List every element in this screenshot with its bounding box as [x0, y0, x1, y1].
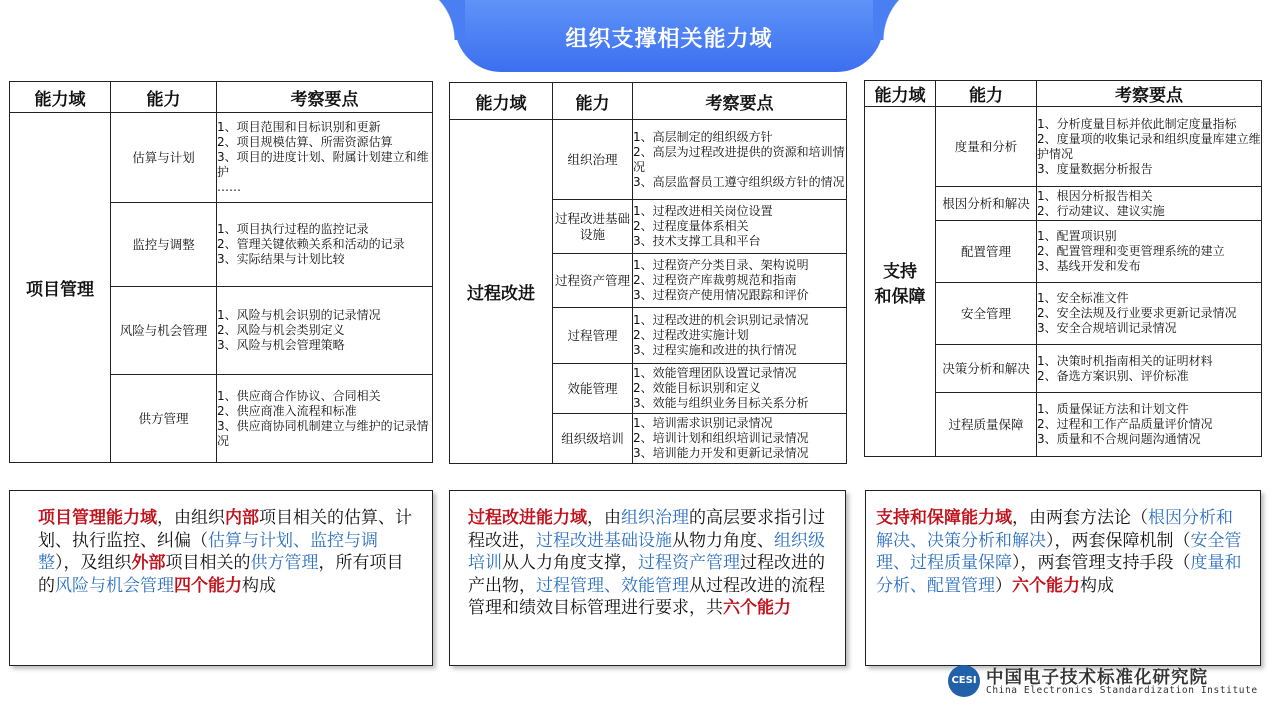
summary-link-text: 组织级培训	[468, 530, 825, 573]
point-item: 1、配置项识别	[1037, 229, 1117, 243]
points-cell	[217, 287, 433, 375]
point-item: 1、风险与机会识别的记录情况	[217, 308, 381, 322]
point-item: 3、供应商协同机制建立与维护的记录情况	[217, 418, 429, 448]
summary-highlight: 四个能力	[174, 575, 242, 596]
point-item: 2、风险与机会类别定义	[217, 323, 345, 337]
summary-text: 过程改进的产出物，	[468, 553, 825, 596]
point-item: 1、质量保证方法和计划文件	[1037, 402, 1189, 416]
point-item: 2、培训计划和组织培训记录情况	[633, 431, 809, 445]
summary-link-text: 估算与计划、监控与调整	[38, 530, 378, 573]
point-item: 3、项目的进度计划、附属计划建立和维护	[217, 150, 429, 179]
domain-cell: 过程改进	[450, 120, 553, 464]
header-points: 考察要点	[1037, 81, 1262, 107]
points-cell	[633, 364, 847, 414]
header-domain: 能力域	[865, 81, 936, 107]
capability-cell: 风险与机会管理	[111, 287, 217, 375]
summary-text: 构成	[1080, 575, 1114, 596]
summary-text: 从物力角度、	[672, 530, 774, 551]
summary-text: 的高层要求指引过程改进，	[468, 508, 825, 551]
capability-cell: 过程改进基础设施	[553, 200, 633, 254]
capability-cell: 供方管理	[111, 375, 217, 463]
header-capability: 能力	[111, 82, 217, 113]
summary-link-text: 组织治理	[621, 508, 689, 528]
summary-link-text: 过程改进基础设施	[536, 530, 672, 551]
summary-text: 从人力角度支撑，	[502, 553, 638, 573]
summary-text: 从过程改进的流程管理和绩效目标管理进行要求，共	[468, 575, 825, 618]
domain-line: 和保障	[874, 286, 926, 307]
support-assurance-table	[864, 80, 1262, 457]
point-item: 1、过程改进的机会识别记录情况	[633, 313, 809, 327]
point-item: 2、备选方案识别、评价标准	[1037, 368, 1189, 383]
point-item: 2、效能目标识别和定义	[633, 381, 761, 395]
summary-text: ），两套保障机制（	[1046, 530, 1191, 551]
point-item: 1、决策时机指南相关的证明材料	[1037, 353, 1213, 368]
header-domain: 能力域	[10, 82, 111, 113]
summary-highlight: 六个能力	[1012, 575, 1080, 596]
points-cell	[633, 414, 847, 464]
point-item: 3、过程实施和改进的执行情况	[633, 343, 797, 357]
point-item: 2、供应商准入流程和标准	[217, 403, 357, 418]
summary-link-text: 度量和分析、配置管理	[876, 553, 1242, 596]
capability-cell: 效能管理	[553, 364, 633, 414]
point-item: 1、分析度量目标并依此制定度量指标	[1037, 116, 1237, 131]
summary-link-text: 过程管理、效能管理	[536, 575, 689, 596]
point-item: 1、供应商合作协议、合同相关	[217, 388, 381, 403]
point-item: 2、过程资产库裁剪规范和指南	[633, 273, 797, 287]
capability-cell: 过程质量保障	[936, 393, 1037, 457]
capability-cell: 组织治理	[553, 120, 633, 200]
point-item: 2、项目规模估算、所需资源估算	[217, 135, 393, 149]
summary-text: ）	[995, 575, 1012, 596]
point-item: 1、过程资产分类目录、架构说明	[633, 258, 809, 272]
point-item: 1、根因分析报告相关	[1037, 188, 1153, 203]
point-item: 2、行动建议、建议实施	[1037, 203, 1165, 218]
header-capability: 能力	[553, 83, 633, 120]
point-item: 3、基线开发和发布	[1037, 259, 1141, 273]
point-item: 2、管理关键依赖关系和活动的记录	[217, 237, 405, 251]
project-management-table	[9, 81, 433, 463]
summary-text: 项目相关的估算、计划、执行监控、纠偏（	[38, 508, 412, 551]
points-cell	[1037, 187, 1262, 221]
capability-cell: 监控与调整	[111, 203, 217, 287]
summary-highlight: 过程改进能力域	[468, 508, 587, 528]
points-cell	[633, 120, 847, 200]
summary-highlight: 外部	[131, 553, 166, 573]
point-item: 3、高层监督员工遵守组织级方针的情况	[633, 174, 845, 189]
summary-link-text: 风险与机会管理	[55, 575, 174, 596]
logo-english-name: China Electronics Standardization Institute	[986, 685, 1258, 696]
capability-cell: 过程资产管理	[553, 254, 633, 308]
points-cell	[633, 254, 847, 308]
capability-cell: 估算与计划	[111, 113, 217, 203]
points-cell	[217, 113, 433, 203]
points-cell	[1037, 345, 1262, 393]
points-cell	[633, 308, 847, 364]
point-item: 3、风险与机会管理策略	[217, 338, 345, 352]
point-item: 3、实际结果与计划比较	[217, 252, 345, 266]
point-item: 2、安全法规及行业要求更新记录情况	[1037, 306, 1237, 320]
header-domain: 能力域	[450, 83, 553, 120]
point-item: ……	[217, 180, 241, 194]
capability-cell: 度量和分析	[936, 107, 1037, 187]
points-cell	[1037, 221, 1262, 283]
capability-cell: 配置管理	[936, 221, 1037, 283]
summary-text: 项目相关的	[165, 553, 251, 573]
point-item: 3、度量数据分析报告	[1037, 161, 1153, 176]
points-cell	[633, 200, 847, 254]
summary-process-improvement	[449, 490, 846, 666]
summary-link-text: 供方管理	[250, 553, 319, 573]
point-item: 1、培训需求识别记录情况	[633, 416, 773, 430]
point-item: 1、安全标准文件	[1037, 291, 1129, 305]
summary-text: ），两套管理支持手段（	[1012, 553, 1191, 573]
capability-cell: 安全管理	[936, 283, 1037, 345]
summary-text: ，由	[587, 508, 621, 528]
domain-line: 支持	[883, 261, 917, 282]
point-item: 1、高层制定的组织级方针	[633, 129, 773, 144]
point-item: 1、过程改进相关岗位设置	[633, 204, 773, 218]
point-item: 2、度量项的收集记录和组织度量库建立维护情况	[1037, 131, 1261, 161]
point-item: 3、安全合规培训记录情况	[1037, 321, 1177, 335]
points-cell	[217, 375, 433, 463]
point-item: 3、技术支撑工具和平台	[633, 234, 761, 248]
points-cell	[1037, 393, 1262, 457]
point-item: 2、高层为过程改进提供的资源和培训情况	[633, 144, 845, 174]
summary-highlight: 支持和保障能力域	[876, 508, 1012, 528]
capability-cell: 决策分析和解决	[936, 345, 1037, 393]
summary-project-management	[9, 490, 433, 666]
process-improvement-table	[449, 82, 847, 464]
points-cell	[1037, 107, 1262, 187]
header-points: 考察要点	[217, 82, 433, 113]
summary-highlight: 六个能力	[723, 598, 791, 618]
summary-text: ），及组织	[55, 553, 132, 573]
point-item: 1、项目范围和目标识别和更新	[217, 120, 381, 134]
cesi-logo-icon: CESI	[948, 665, 980, 697]
point-item: 2、过程度量体系相关	[633, 219, 749, 233]
summary-text: ，由组织	[157, 508, 225, 528]
summary-link-text: 安全管理、过程质量保障	[876, 530, 1242, 573]
summary-link-text: 根因分析和解决、决策分析和解决	[876, 508, 1233, 551]
summary-support-assurance	[865, 490, 1261, 666]
cesi-logo	[948, 663, 1258, 703]
point-item: 1、效能管理团队设置记录情况	[633, 366, 797, 380]
point-item: 3、过程资产使用情况跟踪和评价	[633, 288, 809, 302]
summary-text: 构成	[242, 575, 276, 596]
capability-cell: 组织级培训	[553, 414, 633, 464]
point-item: 1、项目执行过程的监控记录	[217, 222, 369, 236]
point-item: 3、效能与组织业务目标关系分析	[633, 396, 809, 410]
page-title: 组织支撑相关能力域	[565, 27, 773, 52]
domain-cell	[865, 107, 936, 457]
title-banner	[455, 0, 883, 72]
points-cell	[217, 203, 433, 287]
header-points: 考察要点	[633, 83, 847, 120]
summary-text: ，所有项目的	[38, 553, 404, 596]
points-cell	[1037, 283, 1262, 345]
capability-cell: 过程管理	[553, 308, 633, 364]
summary-highlight: 内部	[225, 508, 259, 528]
header-capability: 能力	[936, 81, 1037, 107]
summary-link-text: 过程资产管理	[638, 553, 740, 573]
point-item: 3、培训能力开发和更新记录情况	[633, 446, 809, 460]
point-item: 2、过程改进实施计划	[633, 328, 749, 342]
logo-chinese-name: 中国电子技术标准化研究院	[986, 668, 1208, 688]
capability-cell: 根因分析和解决	[936, 187, 1037, 221]
summary-text: ，由两套方法论（	[1012, 508, 1148, 528]
domain-cell: 项目管理	[10, 113, 111, 463]
point-item: 3、质量和不合规问题沟通情况	[1037, 432, 1201, 446]
summary-highlight: 项目管理能力域	[38, 508, 157, 528]
point-item: 2、过程和工作产品质量评价情况	[1037, 417, 1213, 431]
point-item: 2、配置管理和变更管理系统的建立	[1037, 244, 1225, 258]
